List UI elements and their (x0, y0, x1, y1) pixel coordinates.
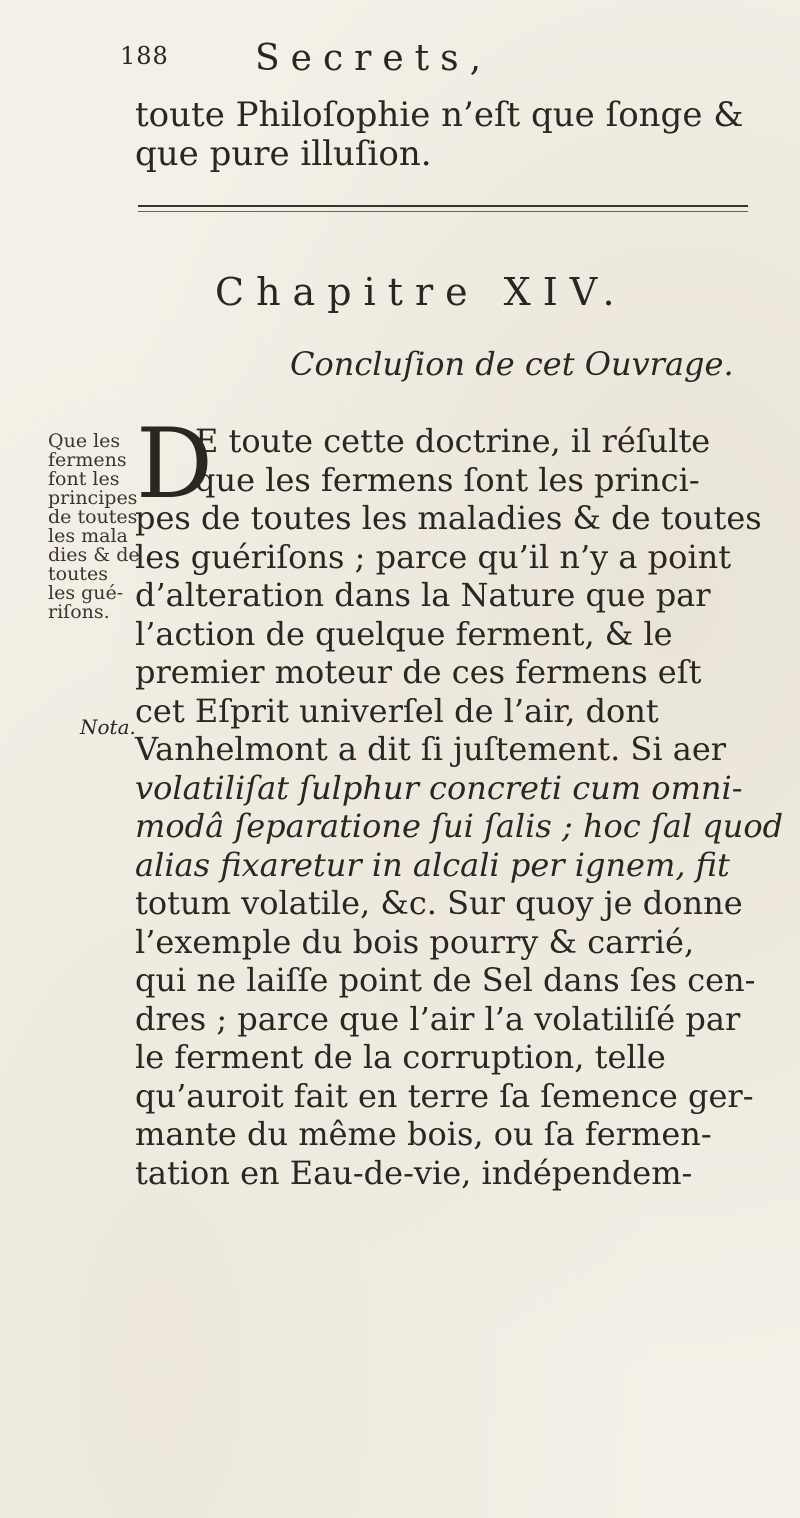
body-line: E toute cette doctrine, il réſulte (195, 422, 711, 460)
margin-nota: Nota. (80, 715, 136, 739)
body-line: pes de toutes les maladies & de toutes (135, 499, 762, 537)
body-line: que les fermens ſont les princi- (195, 460, 700, 499)
body-line: qui ne laiſſe point de Sel dans ſes cen- (135, 961, 756, 999)
margin-note-line: fermens (48, 449, 127, 471)
body-line: premier moteur de ces fermens eſt (135, 653, 702, 691)
chapter-title: Chapitre XIV. (215, 270, 627, 314)
section-divider-thin (138, 211, 748, 212)
body-line: modâ ſeparatione ſui ſalis ; hoc ſal quod (135, 807, 784, 845)
margin-note-line: de toutes (48, 506, 138, 528)
body-line: mante du même bois, ou ſa fermen- (135, 1115, 712, 1153)
chapter-subtitle: Concluſion de cet Ouvrage. (290, 345, 734, 383)
margin-note-line: toutes (48, 563, 108, 585)
body-line: les guériſons ; parce qu’il n’y a point (135, 537, 732, 576)
page-number: 188 (120, 42, 169, 70)
body-line: l’action de quelque ferment, & le (135, 614, 673, 653)
body-line: dres ; parce que l’air l’a volatiliſé par (135, 999, 741, 1038)
body-line: tation en Eau-de-vie, indépendem- (135, 1153, 693, 1192)
margin-note-line: font les (48, 468, 120, 490)
body-line: cet Eſprit univerſel de l’air, dont (135, 691, 659, 730)
margin-note-line: les mala (48, 525, 128, 547)
body-line: volatiliſat ſulphur concreti cum omni- (135, 768, 743, 807)
margin-note (48, 432, 140, 622)
drop-capital: D (136, 408, 213, 520)
body-line: d’alteration dans la Nature que par (135, 576, 711, 614)
margin-note-line: les gué- (48, 582, 124, 604)
body-text (135, 422, 783, 1192)
intro-line-2: que pure illuſion. (135, 134, 432, 174)
section-divider (138, 205, 748, 207)
body-line: le ferment de la corruption, telle (135, 1038, 666, 1076)
body-line: qu’auroit fait en terre ſa ſemence ger- (135, 1076, 754, 1115)
margin-note-line: riſons. (48, 601, 110, 623)
margin-note-line: dies & de (48, 544, 140, 566)
margin-note-line: Que les (48, 430, 121, 452)
body-line: totum volatile, &c. Sur quoy je donne (135, 884, 743, 922)
body-line: l’exemple du bois pourry & carrié, (135, 922, 695, 961)
body-line: alias fixaretur in alcali per ignem, fit (135, 845, 730, 884)
intro-line-1: toute Philoſophie n’eſt que ſonge & (135, 95, 744, 135)
margin-note-line: principes (48, 487, 138, 509)
running-title: Secrets, (255, 38, 493, 79)
body-line: Vanhelmont a dit ſi juſtement. Si aer (135, 730, 727, 768)
